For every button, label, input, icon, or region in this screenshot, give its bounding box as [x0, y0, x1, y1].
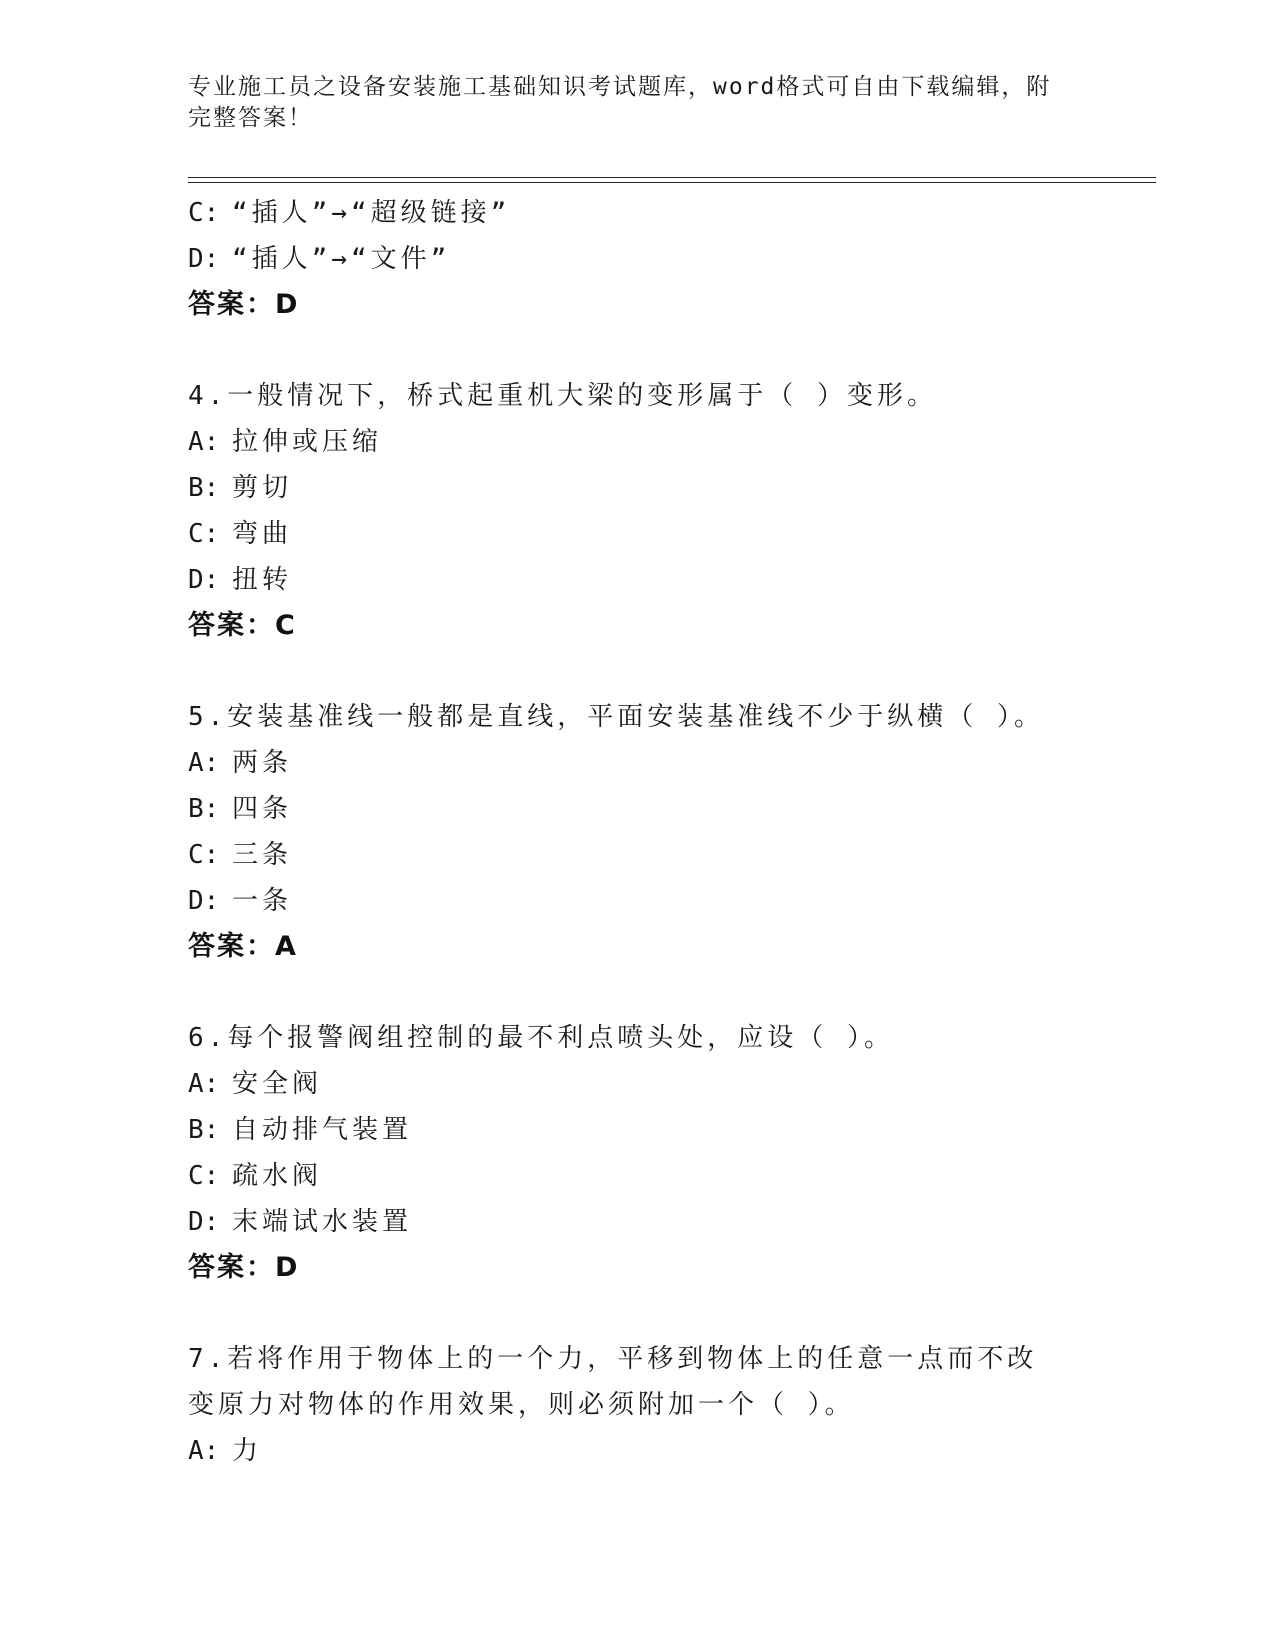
answer: 答案：D [188, 289, 300, 320]
option-a: A: 拉伸或压缩 [188, 427, 383, 457]
option-a: A: 安全阀 [188, 1069, 323, 1099]
option-b: B: 自动排气装置 [188, 1115, 413, 1145]
question-7 [188, 1336, 1088, 1474]
question-6 [188, 1015, 1088, 1291]
option-a: A: 两条 [188, 748, 293, 778]
answer: 答案：D [188, 1252, 300, 1283]
option-c: C: 疏水阀 [188, 1161, 323, 1191]
header-divider-bottom [188, 182, 1156, 183]
question-stem: 6.每个报警阀组控制的最不利点喷头处，应设（ ）。 [188, 1023, 894, 1053]
option-c: C: 三条 [188, 840, 293, 870]
question-5 [188, 694, 1088, 970]
question-list [188, 190, 1088, 1474]
option-d: D: 扭转 [188, 565, 293, 595]
option-d: D: 末端试水装置 [188, 1207, 413, 1237]
option-d: D: “插人”→“文件” [188, 244, 451, 274]
document-header: 专业施工员之设备安装施工基础知识考试题库，word格式可自由下载编辑，附完整答案！ [188, 74, 1052, 131]
question-3-continued [188, 190, 1088, 328]
option-b: B: 剪切 [188, 473, 293, 503]
option-a: A: 力 [188, 1436, 263, 1466]
option-d: D: 一条 [188, 886, 293, 916]
question-stem: 5.安装基准线一般都是直线，平面安装基准线不少于纵横（ ）。 [188, 702, 1044, 732]
question-stem: 4.一般情况下，桥式起重机大梁的变形属于（ ）变形。 [188, 381, 937, 411]
question-stem: 7.若将作用于物体上的一个力，平移到物体上的任意一点而不改变原力对物体的作用效果，则必须附加一个（ ）。 [188, 1344, 1038, 1420]
option-b: B: 四条 [188, 794, 293, 824]
answer: 答案：A [188, 931, 298, 962]
option-c: C: 弯曲 [188, 519, 293, 549]
answer: 答案：C [188, 610, 297, 641]
question-4 [188, 373, 1088, 649]
option-c: C: “插人”→“超级链接” [188, 198, 511, 228]
header-divider-top [188, 177, 1156, 178]
